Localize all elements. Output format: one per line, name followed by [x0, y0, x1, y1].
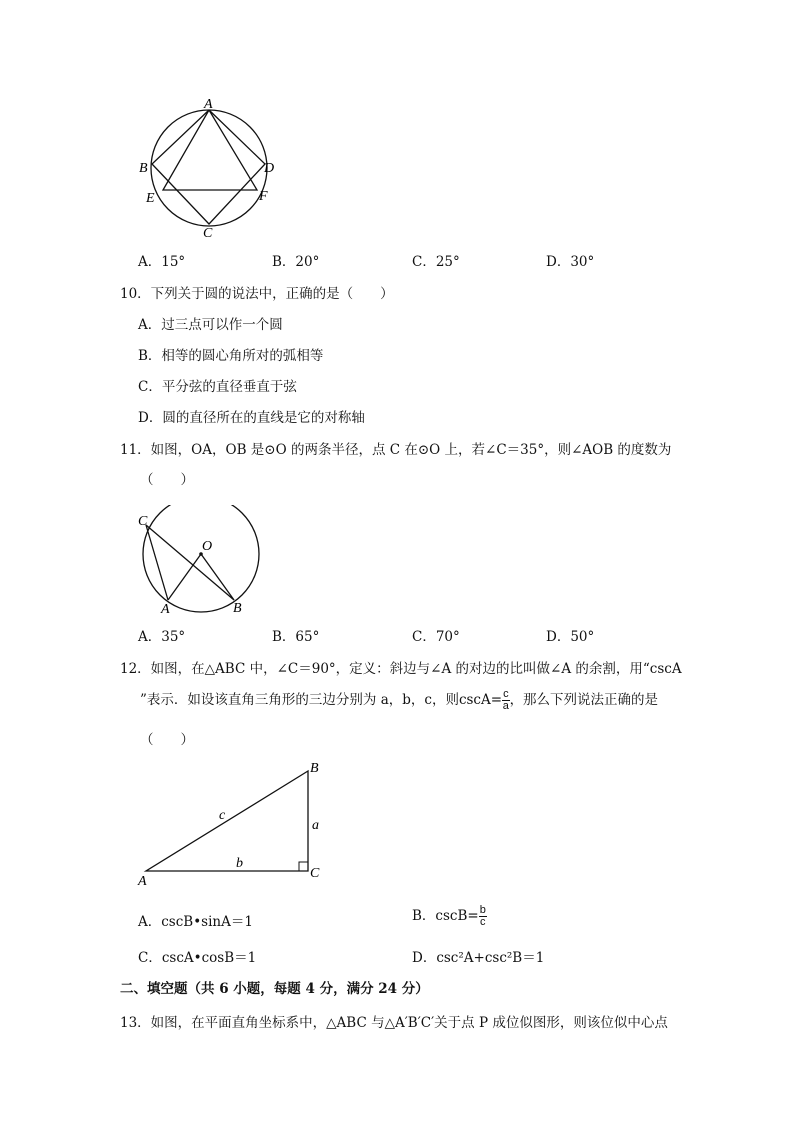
q9-circle	[151, 110, 267, 226]
q9-option-c[interactable]: C．25°	[412, 254, 460, 270]
q12-option-b-pre: B．cscB=	[412, 908, 479, 924]
q11-label-C: C	[138, 514, 148, 529]
q12-option-b-num: b	[479, 904, 486, 916]
q12-label-B: B	[310, 761, 319, 776]
q12-stem-line2-post: ，那么下列说法正确的是	[509, 692, 659, 708]
q9-option-a[interactable]: A．15°	[138, 254, 186, 270]
q11-label-O: O	[202, 539, 213, 554]
q11-figure	[130, 505, 270, 620]
q9-option-d[interactable]: D．30°	[546, 254, 595, 270]
q12-stem-line2	[140, 688, 658, 712]
q12-figure	[130, 755, 330, 890]
q12-label-a: a	[312, 818, 319, 833]
q11-circle	[143, 505, 259, 612]
q11-option-b[interactable]: B．65°	[272, 629, 320, 645]
q9-label-B: B	[139, 161, 148, 176]
q9-option-b[interactable]: B．20°	[272, 254, 320, 270]
q9-label-F: F	[259, 189, 268, 204]
q10-option-b[interactable]: B．相等的圆心角所对的弧相等	[138, 348, 324, 364]
q9-quad	[152, 110, 265, 224]
q11-line-OB	[201, 554, 234, 600]
q9-label-E: E	[146, 191, 155, 206]
q10-option-c[interactable]: C．平分弦的直径垂直于弦	[138, 379, 297, 395]
q11-line-OA	[168, 554, 201, 600]
q11-stem-line2: （ ）	[140, 472, 194, 488]
q11-option-a[interactable]: A．35°	[138, 629, 186, 645]
q11-stem-line1: 11．如图，OA，OB 是⊙O 的两条半径，点 C 在⊙O 上，若∠C＝35°，则∠AOB 的度数为	[120, 442, 672, 458]
q12-option-b-den: c	[480, 916, 486, 928]
q11-line-CB	[146, 525, 234, 600]
q12-label-C: C	[310, 866, 320, 881]
q11-line-CA	[146, 525, 168, 600]
q13-stem-line1: 13．如图，在平面直角坐标系中，△ABC 与△A′B′C′关于点 P 成位似图形，则该位似中心点	[120, 1015, 668, 1031]
q9-triangle	[163, 110, 257, 190]
q9-figure	[130, 92, 290, 242]
q12-option-a[interactable]: A．cscB•sinA＝1	[138, 914, 253, 930]
q12-stem-line2-pre: ”表示．如设该直角三角形的三边分别为 a，b，c，则cscA=	[140, 692, 503, 708]
q12-option-b-fraction	[479, 905, 487, 928]
q12-option-c[interactable]: C．cscA•cosB＝1	[138, 950, 257, 966]
q12-label-A: A	[138, 874, 147, 889]
q12-option-b[interactable]	[412, 904, 487, 928]
q11-label-A: A	[161, 602, 170, 617]
q10-stem: 10．下列关于圆的说法中，正确的是（ ）	[120, 286, 394, 302]
q12-fraction	[502, 689, 510, 712]
q9-label-A: A	[204, 97, 213, 112]
q12-stem-line1: 12．如图，在△ABC 中，∠C＝90°，定义：斜边与∠A 的对边的比叫做∠A 的余割，用“cscA	[120, 661, 682, 677]
q12-triangle	[146, 771, 308, 871]
q12-option-d[interactable]: D．csc²A+csc²B＝1	[412, 950, 545, 966]
q12-frac-num: c	[503, 688, 509, 700]
q10-option-d[interactable]: D．圆的直径所在的直线是它的对称轴	[138, 410, 365, 426]
q9-label-D: D	[264, 161, 275, 176]
q12-frac-den: a	[502, 700, 509, 712]
q12-label-b: b	[236, 856, 243, 871]
section2-title: 二、填空题（共 6 小题，每题 4 分，满分 24 分）	[120, 981, 429, 997]
q10-option-a[interactable]: A．过三点可以作一个圆	[138, 317, 283, 333]
q12-right-angle-mark	[299, 862, 308, 871]
q9-label-C: C	[203, 226, 213, 241]
q12-stem-line3: （ ）	[140, 732, 194, 748]
q11-option-d[interactable]: D．50°	[546, 629, 595, 645]
q11-option-c[interactable]: C．70°	[412, 629, 460, 645]
q12-label-c: c	[219, 808, 226, 823]
q11-label-B: B	[233, 601, 242, 616]
